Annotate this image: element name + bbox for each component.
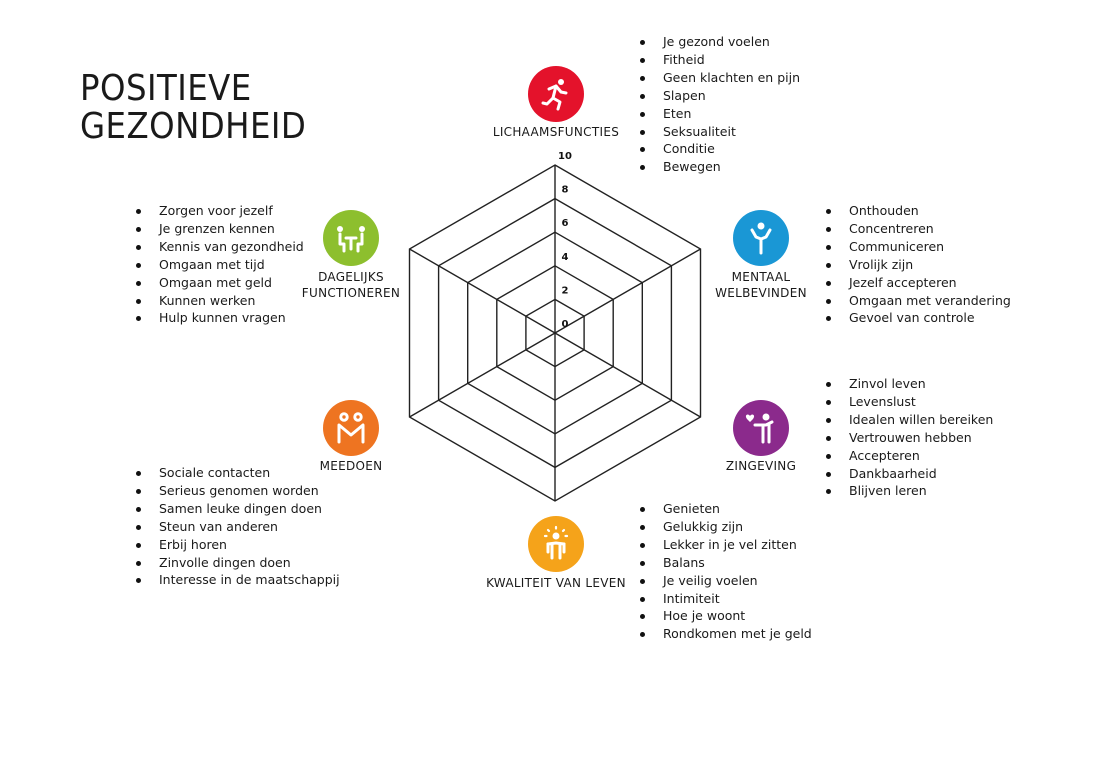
list-item: Balans (637, 554, 812, 572)
list-item: Idealen willen bereiken (823, 411, 993, 429)
list-item: Fitheid (637, 51, 800, 69)
list-item: Conditie (637, 140, 800, 158)
list-item: Eten (637, 105, 800, 123)
dimension-label-meedoen: MEEDOEN (319, 459, 383, 473)
list-item: Rondkomen met je geld (637, 625, 812, 643)
tick-label: 6 (561, 218, 569, 230)
list-item: Omgaan met tijd (133, 256, 304, 274)
list-item: Hulp kunnen vragen (133, 309, 304, 327)
tick-label: 10 (558, 151, 572, 162)
list-item: Steun van anderen (133, 518, 340, 536)
list-item: Interesse in de maatschappij (133, 571, 340, 589)
two-people-icon (323, 400, 379, 456)
items-mentaal (823, 202, 1011, 327)
dimension-label-kwaliteit: KWALITEIT VAN LEVEN (486, 576, 626, 590)
list-item: Zinvol leven (823, 375, 993, 393)
list-item: Omgaan met geld (133, 274, 304, 292)
list-item: Seksualiteit (637, 123, 800, 141)
list-item: Gelukkig zijn (637, 518, 812, 536)
list-item: Erbij horen (133, 536, 340, 554)
radar-spoke-dagelijks (410, 249, 556, 333)
items-meedoen (133, 464, 340, 589)
radar-spoke-meedoen (410, 333, 556, 417)
list-item: Blijven leren (823, 482, 993, 500)
person-arms-up-icon (733, 210, 789, 266)
list-item: Je gezond voelen (637, 33, 800, 51)
list-item: Serieus genomen worden (133, 482, 340, 500)
radar-spoke-mentaal (555, 249, 701, 333)
list-item: Kennis van gezondheid (133, 238, 304, 256)
desk-people-icon (323, 210, 379, 266)
items-dagelijks (133, 202, 304, 327)
list-item: Omgaan met verandering (823, 292, 1011, 310)
list-item: Lekker in je vel zitten (637, 536, 812, 554)
tick-label: 8 (561, 184, 569, 196)
tick-label: 2 (561, 285, 569, 297)
tick-label: 0 (561, 319, 569, 330)
items-kwaliteit (637, 500, 812, 643)
list-item: Geen klachten en pijn (637, 69, 800, 87)
list-item: Bewegen (637, 158, 800, 176)
list-item: Accepteren (823, 447, 993, 465)
list-item: Intimiteit (637, 590, 812, 608)
list-item: Concentreren (823, 220, 1011, 238)
tick-label: 4 (561, 251, 569, 263)
list-item: Vertrouwen hebben (823, 429, 993, 447)
list-item: Zorgen voor jezelf (133, 202, 304, 220)
list-item: Zinvolle dingen doen (133, 554, 340, 572)
list-item: Hoe je woont (637, 607, 812, 625)
list-item: Jezelf accepteren (823, 274, 1011, 292)
list-item: Je veilig voelen (637, 572, 812, 590)
list-item: Kunnen werken (133, 292, 304, 310)
list-item: Dankbaarheid (823, 465, 993, 483)
radiant-person-icon (528, 516, 584, 572)
list-item: Onthouden (823, 202, 1011, 220)
list-item: Slapen (637, 87, 800, 105)
list-item: Gevoel van controle (823, 309, 1011, 327)
list-item: Samen leuke dingen doen (133, 500, 340, 518)
dimension-label-lichaamsfuncties: LICHAAMSFUNCTIES (492, 125, 620, 139)
person-heart-icon (733, 400, 789, 456)
list-item: Communiceren (823, 238, 1011, 256)
list-item: Vrolijk zijn (823, 256, 1011, 274)
list-item: Je grenzen kennen (133, 220, 304, 238)
dimension-label-dagelijks: DAGELIJKS FUNCTIONEREN (301, 270, 401, 300)
items-zingeving (823, 375, 993, 500)
title-line-1: POSITIEVE (80, 68, 252, 109)
title-line-2: GEZONDHEID (80, 106, 307, 147)
list-item: Sociale contacten (133, 464, 340, 482)
items-lichaamsfuncties (637, 33, 800, 176)
radar-spoke-zingeving (555, 333, 701, 417)
dimension-label-zingeving: ZINGEVING (725, 459, 797, 473)
running-person-icon (528, 66, 584, 122)
list-item: Genieten (637, 500, 812, 518)
list-item: Levenslust (823, 393, 993, 411)
dimension-label-mentaal: MENTAAL WELBEVINDEN (715, 270, 807, 300)
